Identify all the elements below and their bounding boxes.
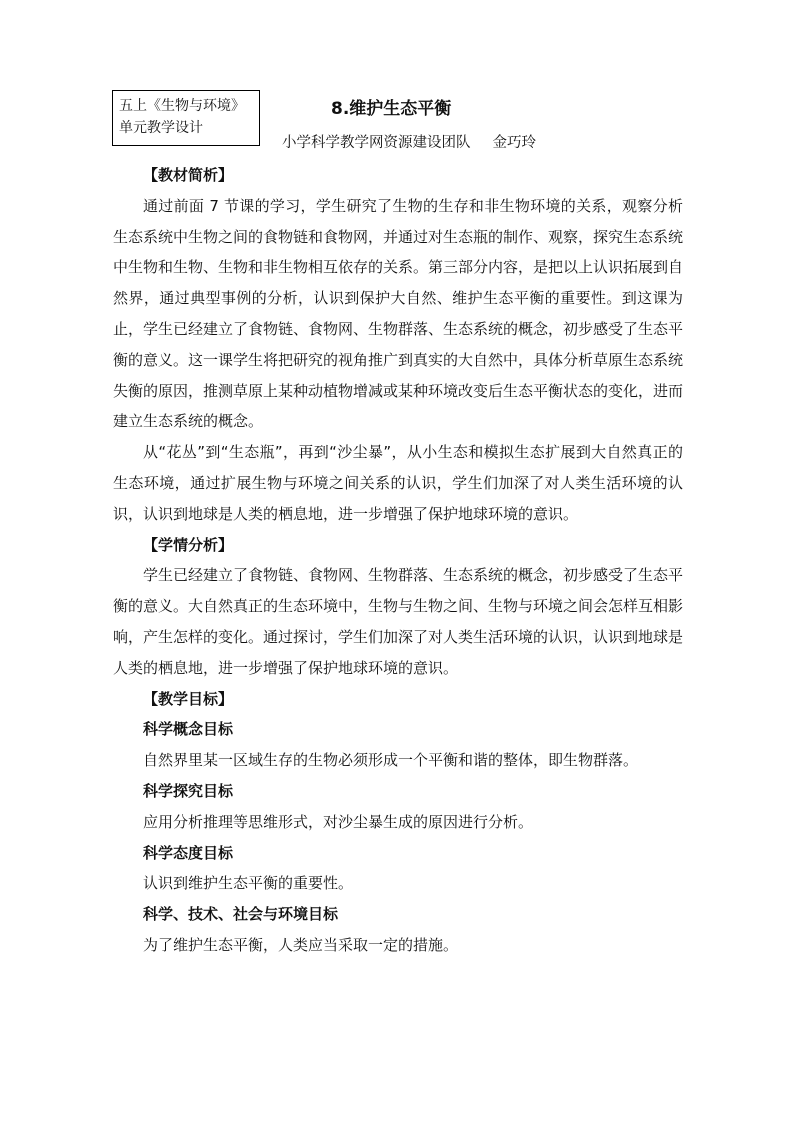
textbook-paragraph-2: 从“花丛”到“生态瓶”，再到“沙尘暴”，从小生态和模拟生态扩展到大自然真正的生态环境，通过扩展生物与环境之间关系的认识，学生们加深了对人类生活环境的认识，认识到地球是人类的栖息地，进一步增强了保护地球环境的意识。	[113, 443, 683, 523]
goal-concept-title: 科学概念目标	[143, 720, 234, 739]
textbook-paragraph-1: 通过前面 7 节课的学习，学生研究了生物的生存和非生物环境的关系，观察分析生态系统中生物之间的食物链和食物网，并通过对生态瓶的制作、观察，探究生态系统中生物和生物、生物和非生物相互依存的关系。第三部分内容，是把以上认识拓展到自然界，通过典型事例的分析，认识到保护大自然、维护生态平衡的重要性。到这课为止，学生已经建立了食物链、食物网、生物群落、生态系统的概念，初步感受了生态平衡的意义。这一课学生将把研究的视角推广到真实的大自然中，具体分析草原生态系统失衡的原因，推测草原上某种动植物增减或某种环境改变后生态平衡状态的变化，进而建立生态系统的概念。	[113, 196, 684, 431]
author-line	[282, 132, 536, 154]
goal-attitude-text: 认识到维护生态平衡的重要性。	[143, 874, 354, 893]
students-paragraph-1: 学生已经建立了食物链、食物网、生物群落、生态系统的概念，初步感受了生态平衡的意义。大自然真正的生态环境中，生物与生物之间、生物与环境之间会怎样互相影响，产生怎样的变化。通过探讨，学生们加深了对人类生活环境的认识，认识到地球是人类的栖息地，进一步增强了保护地球环境的意识。	[113, 566, 684, 677]
goal-sts-title: 科学、技术、社会与环境目标	[143, 905, 339, 924]
section-heading-textbook: 【教材简析】	[143, 166, 234, 184]
goal-attitude-title: 科学态度目标	[143, 843, 234, 862]
section-heading-students: 【学情分析】	[143, 535, 234, 554]
goal-sts-text: 为了维护生态平衡，人类应当采取一定的措施。	[143, 935, 459, 954]
unit-label-line1: 五上《生物与环境》	[119, 98, 245, 114]
goal-concept-text: 自然界里某一区域生存的生物必须形成一个平衡和谐的整体，即生物群落。	[143, 751, 639, 770]
unit-label-box	[112, 90, 260, 146]
author-team: 小学科学教学网资源建设团队	[282, 135, 471, 151]
section-heading-goals: 【教学目标】	[143, 689, 234, 708]
unit-label-line2: 单元教学设计	[119, 120, 203, 136]
goal-inquiry-title: 科学探究目标	[143, 781, 234, 800]
lesson-title: 8.维护生态平衡	[331, 99, 452, 119]
author-name: 金巧玲	[492, 135, 536, 151]
goal-inquiry-text: 应用分析推理等思维形式，对沙尘暴生成的原因进行分析。	[143, 812, 534, 831]
document-body	[113, 160, 683, 961]
